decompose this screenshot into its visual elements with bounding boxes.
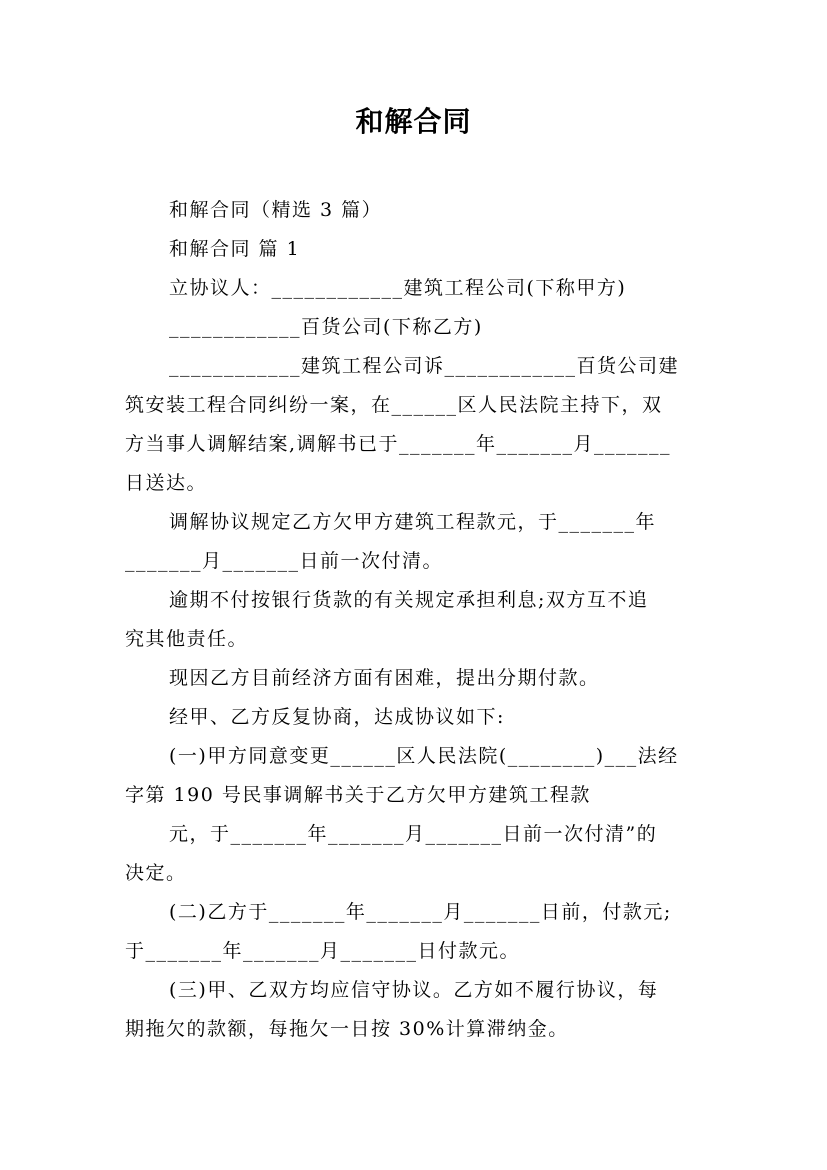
text-line: 立协议人：____________建筑工程公司(下称甲方): [169, 277, 627, 299]
text-line: 逾期不付按银行货款的有关规定承担利息;双方互不追: [169, 589, 649, 611]
text-line: 决定。: [125, 862, 187, 884]
text-line: 筑安装工程合同纠纷一案，在______区人民法院主持下，双: [125, 394, 663, 416]
text-line: 调解协议规定乙方欠甲方建筑工程款元，于_______年: [169, 511, 657, 533]
text-line: 和解合同 篇 1: [169, 238, 301, 260]
text-line: ____________建筑工程公司诉____________百货公司建: [169, 355, 680, 377]
text-line: 期拖欠的款额，每拖欠一日按 30%计算滞纳金。: [125, 1018, 569, 1040]
text-line: (二)乙方于_______年_______月_______日前，付款元;: [169, 901, 672, 923]
text-line: 究其他责任。: [125, 628, 249, 650]
text-line: _______月_______日前一次付清。: [125, 550, 444, 572]
text-line: 和解合同（精选 3 篇）: [169, 199, 383, 221]
text-line: 于_______年_______月_______日付款元。: [125, 940, 521, 962]
text-line: 经甲、乙方反复协商，达成协议如下:: [169, 706, 505, 728]
text-line: (一)甲方同意变更______区人民法院(________)___法经: [169, 745, 679, 767]
text-line: 方当事人调解结案,调解书已于_______年_______月_______: [125, 433, 672, 455]
text-line: 日送达。: [125, 472, 208, 494]
text-line: 字第 190 号民事调解书关于乙方欠甲方建筑工程款: [125, 784, 591, 806]
document-title: 和解合同: [355, 105, 472, 138]
text-line: (三)甲、乙双方均应信守协议。乙方如不履行协议，每: [169, 979, 659, 1001]
text-line: 现因乙方目前经济方面有困难，提出分期付款。: [169, 667, 600, 689]
text-line: ____________百货公司(下称乙方): [169, 316, 483, 338]
text-line: 元，于_______年_______月_______日前一次付清”的: [169, 823, 658, 845]
document-body: [125, 191, 705, 1049]
